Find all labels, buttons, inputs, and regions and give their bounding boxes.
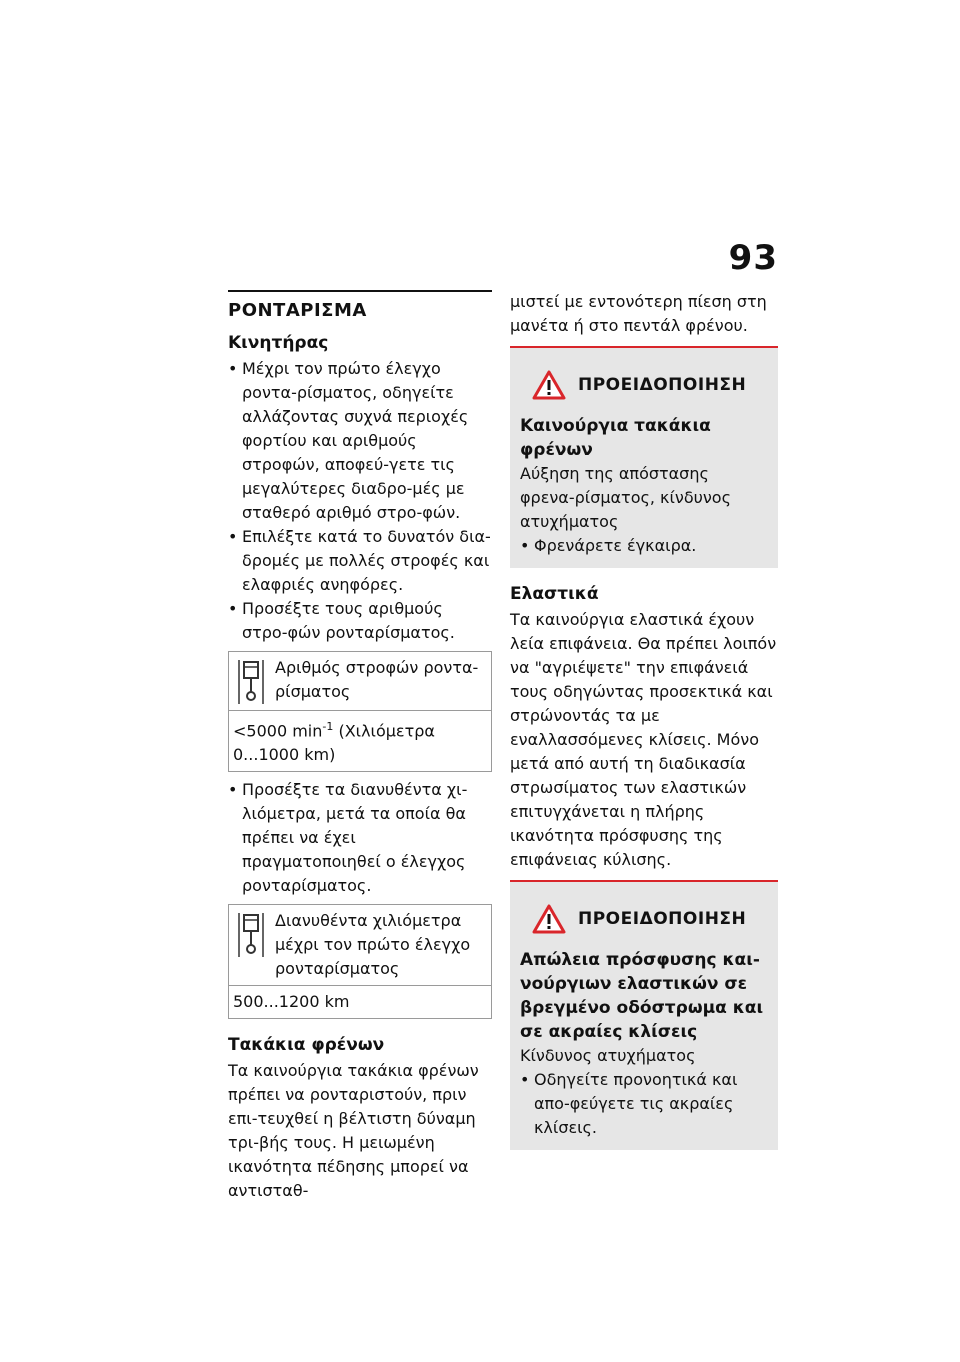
spec-box-mileage [228, 904, 492, 1019]
list-item: • Οδηγείτε προνοητικά και απο-φεύγετε τις ακραίες κλίσεις. [520, 1070, 738, 1137]
list-item: • Φρενάρετε έγκαιρα. [520, 534, 768, 558]
list-item: • Επιλέξτε κατά το δυνατόν δια-δρομές με πολλές στροφές και ελαφριές ανηφόρες. [228, 527, 491, 594]
bullet-icon: • [228, 599, 238, 618]
spec-label: Διανυθέντα χιλιόμετρα μέχρι τον πρώτο έλεγχο ρονταρίσματος [275, 911, 471, 979]
brakes-heading: Τακάκια φρένων [228, 1035, 385, 1056]
page-number: 93 [728, 238, 778, 278]
bullet-icon: • [520, 536, 530, 555]
bullet-icon: • [520, 1070, 530, 1089]
warning-title: ΠΡΟΕΙΔΟΠΟΙΗΣΗ [578, 375, 747, 395]
tyres-heading: Ελαστικά [510, 584, 599, 604]
bullet-icon: • [228, 780, 238, 800]
warning-text: Κίνδυνος ατυχήματος [520, 1046, 696, 1065]
list-item: • Μέχρι τον πρώτο έλεγχο ροντα-ρίσματος, οδηγείτε αλλάζοντας συχνά περιοχές φορτίου και αριθμούς στροφών, αποφεύ-γετε τις μεγαλύτερες διαδρο-μές με σταθερό αριθμό στρο-φών. [228, 359, 469, 522]
warning-subtitle: Απώλεια πρόσφυσης και-νούργιων ελαστικών σε βρεγμένο οδόστρωμα και σε ακραίες κλίσεις [520, 950, 764, 1042]
engine-heading: Κινητήρας [228, 333, 329, 353]
warning-box-tyres [510, 882, 778, 1150]
list-item: • Προσέξτε τα διανυθέντα χι-λιόμετρα, μετά τα οποία θα πρέπει να έχει πραγματοποιηθεί ο έλεγχος ρονταρίσματος. [228, 780, 468, 896]
warning-subtitle: Καινούργια τακάκια φρένων [520, 416, 711, 460]
left-column [228, 290, 492, 1203]
spec-value: 500...1200 km [229, 985, 491, 1018]
engine-bullets-2 [228, 778, 492, 898]
engine-bullets-1 [228, 357, 492, 645]
spec-box-rpm [228, 651, 492, 772]
list-item: • Προσέξτε τους αριθμούς στρο-φών ρονταρίσματος. [228, 599, 455, 642]
warning-text: Αύξηση της απόστασης φρενα-ρίσματος, κίνδυνος ατυχήματος [520, 464, 731, 531]
brakes-text-continued: μιστεί με εντονότερη πίεση στη μανέτα ή στο πεντάλ φρένου. [510, 292, 767, 335]
section-title: ΡΟΝΤΑΡΙΣΜΑ [228, 300, 367, 321]
warning-triangle-icon [532, 904, 566, 934]
tyres-text: Τα καινούργια ελαστικά έχουν λεία επιφάνεια. Θα πρέπει λοιπόν να "αγριέψετε" την επιφάνειά τους οδηγώντας προσεκτικά και στρώνοντάς τα με εναλλασσόμενες κλίσεις. Μόνο μετά από αυτή τη διαδικασία στρωσίματος των ελαστικών επιτυγχάνεται η πλήρης ικανότητα πρόσφυσης της επιφάνειας κύλισης. [510, 610, 777, 869]
brakes-text: Τα καινούργια τακάκια φρένων πρέπει να ρονταριστούν, πριν επι-τευχθεί η βέλτιστη δύναμη τρι-βής τους. Η μειωμένη ικανότητα πέδησης μπορεί να αντισταθ- [228, 1061, 479, 1201]
warning-triangle-icon [532, 370, 566, 400]
bullet-icon: • [228, 527, 238, 546]
bullet-icon: • [228, 359, 238, 378]
spec-label: Αριθμός στροφών ροντα-ρίσματος [275, 658, 479, 701]
engine-piston-icon [237, 911, 267, 959]
warning-title: ΠΡΟΕΙΔΟΠΟΙΗΣΗ [578, 909, 747, 929]
right-column [510, 290, 778, 1150]
engine-piston-icon [237, 658, 267, 706]
section-rule [228, 290, 492, 292]
spec-value: <5000 $\min^{-1} (X\iota\lambda\iota ό\mu\varepsilon\tau\rho\alpha$ 0...1000 km) [229, 710, 491, 771]
warning-box-brakes [510, 348, 778, 568]
